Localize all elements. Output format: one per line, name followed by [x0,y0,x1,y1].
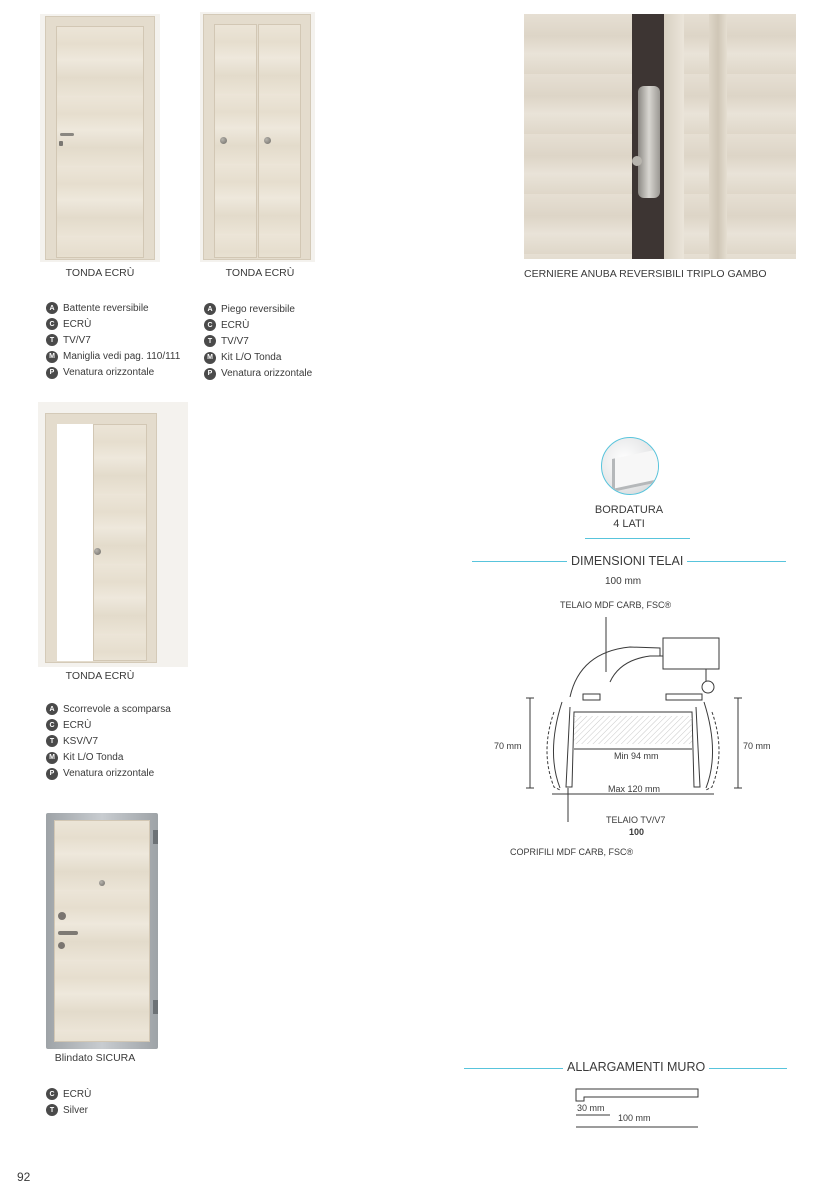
spec-list [46,701,171,782]
spec-item: T Silver [46,1102,91,1118]
spec-item: C ECRÙ [46,1086,91,1102]
spec-item: A Scorrevole a scomparsa [46,701,171,717]
bordatura-icon [601,437,659,495]
section-title-allargamenti: ALLARGAMENTI MURO [563,1060,709,1074]
hinge-photo [524,14,796,259]
hinge-icon [638,86,660,198]
dim-max-label: Max 120 mm [608,784,661,794]
hinge-caption: CERNIERE ANUBA REVERSIBILI TRIPLO GAMBO [524,268,767,280]
section-title-dimensioni: DIMENSIONI TELAI [567,554,687,568]
bordatura-label: BORDATURA 4 LATI [594,504,664,530]
spec-list [46,300,180,381]
spec-item: A Battente reversibile [46,300,180,316]
telaio-tv-label: TELAIO TV/V7 [606,815,666,825]
dimensioni-subtitle: 100 mm [605,576,642,587]
allargamenti-dim1: 30 mm [577,1103,605,1113]
product-caption: TONDA ECRÙ [65,670,135,682]
dim-right-label: 70 mm [743,741,771,751]
spec-item: M Kit L/O Tonda [46,750,171,766]
spec-item: T KSV/V7 [46,733,171,749]
spec-item: A Piego reversibile [204,301,312,317]
lock-icon [58,912,66,920]
allargamenti-dim2: 100 mm [618,1113,651,1123]
knob-icon [264,137,271,144]
product-caption: Blindato SICURA [54,1052,136,1064]
product-caption: TONDA ECRÙ [65,267,135,279]
door-handle-icon [60,133,74,136]
spec-item: C ECRÙ [46,316,180,332]
spec-item: C ECRÙ [46,717,171,733]
spec-list [204,301,312,382]
spec-item: P Venatura orizzontale [46,766,171,782]
product-caption: TONDA ECRÙ [225,267,295,279]
spec-item: P Venatura orizzontale [46,365,180,381]
dim-left-label: 70 mm [494,741,522,751]
spec-item: M Kit L/O Tonda [204,350,312,366]
spec-list [46,1086,91,1118]
spec-item: M Maniglia vedi pag. 110/111 [46,349,180,365]
knob-icon [94,548,101,555]
peephole-icon [99,880,105,886]
spec-item: T TV/V7 [46,332,180,348]
spec-item: T TV/V7 [204,333,312,349]
spec-item: C ECRÙ [204,317,312,333]
spec-item: P Venatura orizzontale [204,366,312,382]
knob-icon [220,137,227,144]
telaio-mdf-label: TELAIO MDF CARB, FSC® [560,600,672,610]
divider [585,538,690,539]
page-number: 92 [17,1170,31,1184]
door-handle-icon [58,931,78,935]
dim-min-label: Min 94 mm [614,751,659,761]
telaio-tv-value: 100 [629,827,645,837]
coprifili-label: COPRIFILI MDF CARB, FSC® [510,847,634,857]
